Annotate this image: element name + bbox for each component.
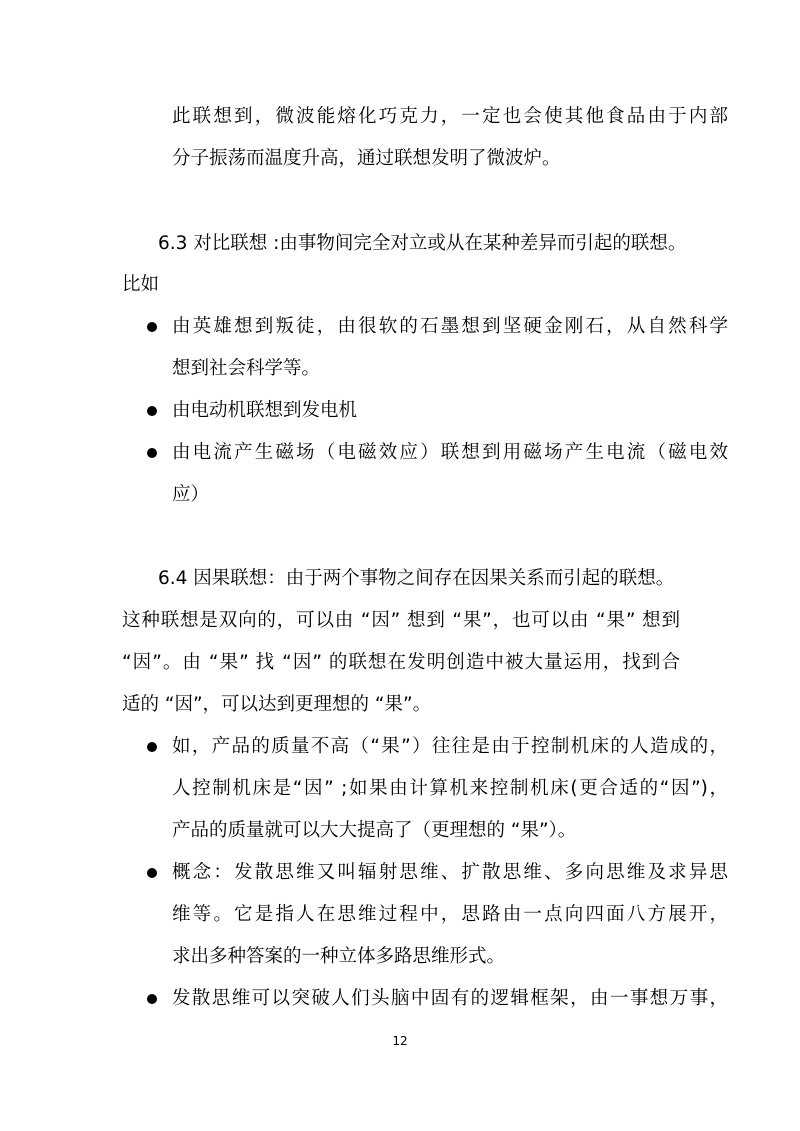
list-item-line: 应） xyxy=(172,484,210,505)
list-item-line: 如，产品的质量不高（“果”）往往是由于控制机床的人造成的， xyxy=(172,736,728,757)
list-item-line: 发散思维可以突破人们头脑中固有的逻辑框架，由一事想万事， xyxy=(172,988,728,1009)
paragraph-line: 这种联想是双向的，可以由 “因” 想到 “果”，也可以由 “果” 想到 xyxy=(122,610,680,631)
list-item-line: 由英雄想到叛徒，由很软的石墨想到坚硬金刚石，从自然科学 xyxy=(172,316,728,337)
page-number: 12 xyxy=(392,1034,408,1048)
paragraph-line: 适的 “因”，可以达到更理想的 “果”。 xyxy=(122,694,432,715)
paragraph-line: 分子振荡而温度升高，通过联想发明了微波炉。 xyxy=(172,148,561,169)
list-item-line: 想到社会科学等。 xyxy=(172,358,321,379)
list-item-line: 人控制机床是“因” ;如果由计算机来控制机床(更合适的“因”)， xyxy=(172,778,728,799)
list-item-line: 产品的质量就可以大大提高了（更理想的 “果”）。 xyxy=(172,820,577,841)
list-item-line: 概念：发散思维又叫辐射思维、扩散思维、多向思维及求异思 xyxy=(172,862,728,883)
section-heading-6-3: 6.3 对比联想 :由事物间完全对立或从在某种差异而引起的联想。 xyxy=(158,233,687,254)
paragraph-line: “因”。由 “果” 找 “因” 的联想在发明创造中被大量运用，找到合 xyxy=(122,652,680,673)
list-item-line: 求出多种答案的一种立体多路思维形式。 xyxy=(172,946,506,967)
list-item-line: 由电动机联想到发电机 xyxy=(172,400,358,421)
paragraph-line: 此联想到，微波能熔化巧克力，一定也会使其他食品由于内部 xyxy=(172,106,728,127)
bullet-icon xyxy=(147,742,157,752)
list-item-line: 由电流产生磁场（电磁效应）联想到用磁场产生电流（磁电效 xyxy=(172,442,728,463)
bullet-icon xyxy=(147,868,157,878)
bullet-icon xyxy=(147,448,157,458)
list-item-line: 维等。它是指人在思维过程中，思路由一点向四面八方展开， xyxy=(172,904,728,925)
bullet-icon xyxy=(147,994,157,1004)
paragraph-line: 比如 xyxy=(122,274,160,295)
bullet-icon xyxy=(147,406,157,416)
bullet-icon xyxy=(147,322,157,332)
section-heading-6-4: 6.4 因果联想：由于两个事物之间存在因果关系而引起的联想。 xyxy=(158,568,675,589)
